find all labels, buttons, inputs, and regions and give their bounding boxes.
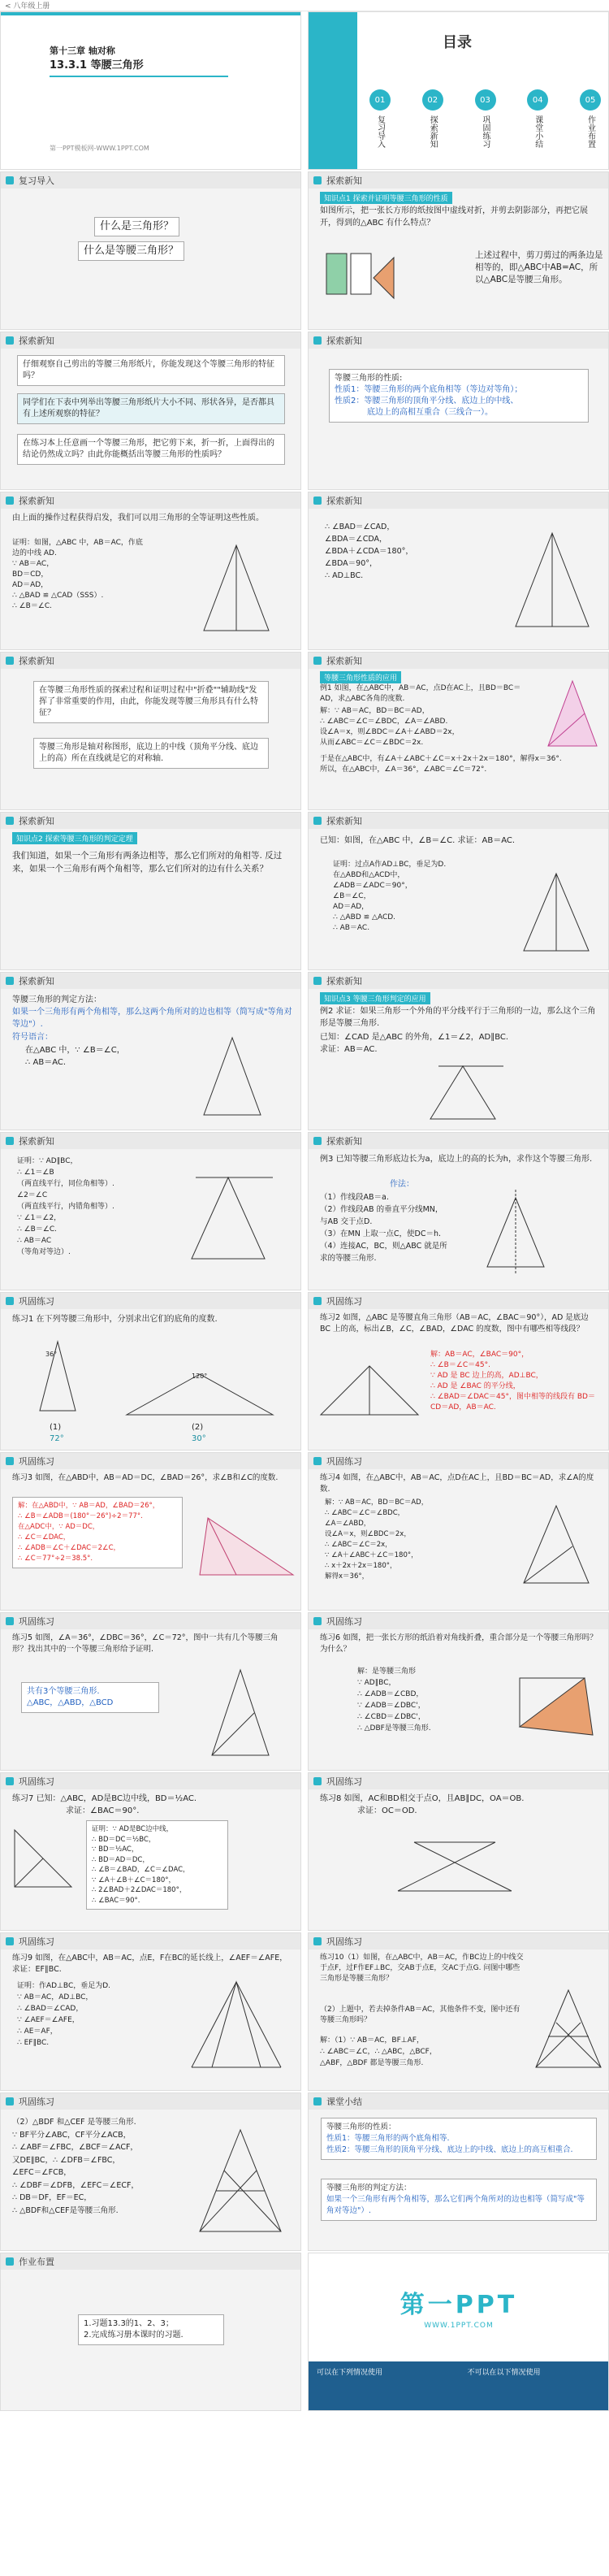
slide-heading: 探索新知 bbox=[309, 973, 608, 989]
proof-lines bbox=[17, 1156, 114, 1258]
solution-line: 解：在△ABD中，∵ AB＝AD，∠BAD＝26°， bbox=[18, 1502, 160, 1510]
solution-line: ∴ ∠ABC＝∠C＝∠BDC，∠A＝∠ABD. bbox=[320, 718, 448, 726]
toc-item-2[interactable] bbox=[422, 89, 443, 148]
text-2: 等腰三角形是轴对称图形，底边上的中线（顶角平分线、底边上的高）所在直线就是它的对称轴. bbox=[33, 738, 269, 769]
paper-figure bbox=[325, 249, 398, 306]
proof-line: 边的中线 AD. bbox=[12, 549, 57, 557]
solution-line: ∴ ∠C＝∠DAC， bbox=[18, 1533, 71, 1542]
slide-explore-6[interactable] bbox=[0, 652, 301, 810]
slide-explore-8[interactable] bbox=[0, 812, 301, 970]
exercise-text: 练习6 如图，把一张长方形的纸沿着对角线折叠，重合部分是一个等腰三角形吗？为什么？ bbox=[320, 1633, 598, 1654]
proof-line: ∠BDA＋∠CDA＝180°， bbox=[325, 547, 413, 556]
slide-explore-4[interactable] bbox=[0, 492, 301, 650]
toc-label: 复习导入 bbox=[375, 115, 385, 148]
proof-line: （2）△BDF 和△CEF 是等腰三角形. bbox=[12, 2118, 136, 2127]
slide-practice-2[interactable] bbox=[308, 1292, 609, 1451]
triangle-figure bbox=[204, 1666, 277, 1763]
slide-heading: 探索新知 bbox=[1, 973, 300, 989]
slide-heading: 探索新知 bbox=[309, 653, 608, 669]
proof-lines bbox=[325, 521, 413, 582]
slide-heading: 探索新知 bbox=[1, 332, 300, 349]
triangle-figure bbox=[179, 1169, 277, 1267]
teal-bar bbox=[1, 12, 300, 15]
proof-line: AD＝AD， bbox=[333, 903, 369, 911]
slide-heading: 巩固练习 bbox=[1, 2093, 300, 2110]
text-2: 上述过程中，剪刀剪过的两条边是相等的，即△ABC中AB=AC，所以△ABC是等腰三角形。 bbox=[475, 250, 603, 284]
slide-practice-9[interactable] bbox=[0, 1932, 301, 2091]
proof-line: ∵ AB＝AC， bbox=[12, 560, 54, 568]
example-text: 例2 求证：如果三角形一个外角的平分线平行于三角形的一边，那么这个三角形是等腰三角形. bbox=[320, 1007, 596, 1028]
property-1: 性质1：等腰三角形的两个底角相等（等边对等角）； bbox=[335, 385, 523, 394]
logo bbox=[341, 2284, 577, 2330]
proof-line: 证明：∵ AD∥BC， bbox=[17, 1157, 78, 1165]
slide-heading: 巩固练习 bbox=[1, 1773, 300, 1789]
homework-box bbox=[78, 2314, 224, 2345]
solution-line: 在△ADC中，∵ AD＝DC， bbox=[18, 1523, 100, 1531]
section-title: 13.3.1 等腰三角形 bbox=[50, 59, 144, 72]
toc-item-4[interactable] bbox=[527, 89, 548, 148]
proof-line: ∴ ∠B＝∠C. bbox=[17, 1225, 58, 1234]
solution-line: 所以，在△ABC中，∠A＝36°，∠ABC＝∠C＝72°. bbox=[320, 765, 487, 774]
toc-num: 01 bbox=[369, 89, 391, 111]
triangle-figure bbox=[516, 870, 597, 959]
proof-line: ∵ ∠1＝∠2， bbox=[17, 1214, 62, 1222]
solution-line: ∴ ∠ABC＝∠C＝∠BDC， bbox=[325, 1509, 405, 1517]
slide-cover[interactable] bbox=[0, 11, 301, 170]
proof-line: ∴ 2∠BAD＋2∠DAC＝180°， bbox=[92, 1886, 187, 1894]
proof-line: ∠2＝∠C bbox=[17, 1191, 48, 1199]
exercise-text-2: （2）上题中，若去掉条件AB＝AC，其他条件不变，图中还有等腰三角形吗？ bbox=[320, 2006, 520, 2024]
solution-line: 解：是等腰三角形 bbox=[357, 1667, 417, 1676]
top-bar bbox=[0, 0, 609, 11]
triangle-figure bbox=[317, 1358, 422, 1423]
proof-line: ∠B＝∠C， bbox=[333, 892, 371, 900]
slide-practice-1[interactable] bbox=[0, 1292, 301, 1451]
proof-line: 又DE∥BC，∴ ∠DFB＝∠FBC， bbox=[12, 2155, 120, 2165]
proof-line: ∵ BD＝½AC， bbox=[92, 1845, 139, 1854]
proof-line: ∴ ∠ABF＝∠FBC，∠BCF＝∠ACF， bbox=[12, 2143, 138, 2152]
proof-lines bbox=[12, 2116, 139, 2217]
logo-url: WWW.1PPT.COM bbox=[424, 2322, 494, 2330]
slide-heading: 巩固练习 bbox=[1, 1613, 300, 1629]
slide-heading: 巩固练习 bbox=[309, 1613, 608, 1629]
solution-line: 解：∵ AB＝AC，BD＝BC＝AD， bbox=[325, 1498, 429, 1507]
slide-heading: 探索新知 bbox=[1, 813, 300, 829]
slide-practice-3[interactable] bbox=[0, 1452, 301, 1611]
triangle-figure bbox=[414, 1058, 512, 1123]
toc-label: 课堂小结 bbox=[533, 115, 542, 148]
knowledge-tag: 知识点2 探索等腰三角形的判定定理 bbox=[12, 832, 137, 844]
toc-num: 05 bbox=[580, 89, 601, 111]
method-line: （4）连接AC，BC，则△ABC 就是所 bbox=[320, 1242, 447, 1251]
summary-line: 性质1：等腰三角形的两个底角相等. bbox=[326, 2134, 450, 2143]
solution-line: 从而∠ABC＝∠C＝∠BDC＝2x. bbox=[320, 739, 424, 747]
symbol-title: 符号语言： bbox=[12, 1033, 53, 1042]
solution-line: ∵ ∠A＋∠ABC＋∠C＝180°， bbox=[325, 1551, 418, 1559]
solution-line: ∴ x＋2x＋2x＝180°， bbox=[325, 1562, 397, 1570]
proof-line: 在△ABD和△ACD中， bbox=[333, 871, 405, 879]
triangle-figure bbox=[196, 1034, 269, 1123]
triangle-figure bbox=[196, 2126, 285, 2240]
method-lines bbox=[320, 1191, 447, 1264]
proof-line: BD＝CD， bbox=[12, 570, 49, 579]
text-1: 在等腰三角形性质的探索过程和证明过程中"折叠""辅助线"发挥了非常重要的作用，由此，你能发现等腰三角形具有什么特征？ bbox=[33, 681, 269, 723]
solution-line: 解得x＝36°， bbox=[325, 1572, 369, 1581]
proof-line: ∴ EF∥BC. bbox=[17, 2039, 50, 2047]
solution-lines bbox=[325, 1498, 428, 1582]
solution-line: ∴ ∠B＝∠ADB＝(180°－26°)÷2＝77°. bbox=[18, 1512, 143, 1520]
proof-line: ∴ △BAD ≌ △CAD（SSS）. bbox=[12, 592, 104, 600]
slide-heading: 探索新知 bbox=[1, 653, 300, 669]
construction-figure bbox=[479, 1190, 552, 1279]
proof-line: ∴ ∠B＝∠BAD，∠C＝∠DAC， bbox=[92, 1866, 190, 1874]
proof-line: ∵ BF平分∠ABC，CF平分∠ACB， bbox=[12, 2130, 132, 2140]
proof-line: ∠ADB＝∠ADC＝90°， bbox=[333, 882, 412, 890]
example-text: 例1 如图，在△ABC中，AB＝AC，点D在AC上，且BD＝BC＝AD，求△ABC各角的度数. bbox=[320, 684, 521, 703]
solution-lines bbox=[430, 1350, 605, 1413]
slide-heading: 巩固练习 bbox=[309, 1773, 608, 1789]
proof-line: ∴ ∠DBF＝∠DFB，∠EFC＝∠ECF， bbox=[12, 2180, 139, 2190]
proof-line: ∴ BD＝AD＝DC， bbox=[92, 1855, 149, 1864]
answer-line: 共有3个等腰三角形. bbox=[27, 1687, 100, 1696]
question-2: 什么是等腰三角形？ bbox=[78, 241, 184, 261]
proof-line: ∵ ∠A＋∠B＋∠C＝180°， bbox=[92, 1876, 176, 1884]
proof-line: 证明：如图，△ABC 中，AB＝AC，作底 bbox=[12, 539, 143, 547]
example-text: 例3 已知等腰三角形底边长为a，底边上的高的长为h，求作这个等腰三角形. bbox=[320, 1155, 593, 1164]
slide-practice-10[interactable] bbox=[308, 1932, 609, 2091]
solution-lines bbox=[357, 1666, 431, 1734]
toc-num: 03 bbox=[475, 89, 496, 111]
logo-text: 第一PPT bbox=[400, 2291, 518, 2319]
solution-line: 设∠A＝x，则∠BDC＝2x， bbox=[325, 1530, 411, 1538]
solution-line: ∠A＝∠ABD， bbox=[325, 1520, 371, 1528]
slide-practice-5[interactable] bbox=[0, 1612, 301, 1771]
slide-heading: 复习导入 bbox=[1, 172, 300, 189]
symbol-line-2: ∴ AB＝AC. bbox=[25, 1058, 67, 1067]
answer-list: △ABC，△ABD，△BCD bbox=[27, 1698, 114, 1707]
slide-explore-5[interactable] bbox=[308, 492, 609, 650]
text-1: 我们知道，如果一个三角形有两条边相等，那么它们所对的角相等. 反过来，如果一个三角形有两个角相等，那么它们所对的边有什么关系？ bbox=[12, 851, 283, 874]
text-3: 在练习本上任意画一个等腰三角形，把它剪下来，折一折，上面得出的结论仍然成立吗？由此你能概括出等腰三角形的性质吗？ bbox=[17, 434, 285, 465]
property-2: 性质2：等腰三角形的顶角平分线、底边上的中线、 bbox=[335, 397, 519, 405]
homework-line: 2.完成练习册本课时的习题. bbox=[84, 2331, 184, 2340]
exercise-text: 练习10（1）如图，在△ABC中，AB＝AC，作BC边上的中线交于点F，过F作EF⊥BC，交AB于点E，交AC于点G. 问图中哪些三角形是等腰三角形？ bbox=[320, 1954, 524, 1983]
solution-line: 于是在△ABC中，有∠A＋∠ABC＋∠C＝x＋2x＋2x＝180°，解得x＝36°. bbox=[320, 755, 562, 763]
property-box bbox=[329, 369, 589, 423]
triangle-figure bbox=[516, 1502, 597, 1591]
proof-line: ∴ DB＝DF，EF＝EC， bbox=[12, 2193, 92, 2202]
slide-practice-4[interactable] bbox=[308, 1452, 609, 1611]
triangle-figure bbox=[11, 1826, 76, 1891]
proof-line: ∴ ∠BAD＝∠CAD， bbox=[325, 523, 395, 531]
toc-label: 探索新知 bbox=[428, 115, 438, 148]
footer-col-1: 可以在下列情况使用 bbox=[317, 2369, 383, 2377]
source-text: 第一PPT模板网-WWW.1PPT.COM bbox=[50, 145, 149, 152]
triangle-figure bbox=[188, 1978, 285, 2084]
summary-box-2 bbox=[321, 2179, 597, 2221]
knowledge-tag: 等腰三角形性质的应用 bbox=[320, 671, 401, 683]
proof-line: （等角对等边）. bbox=[17, 1248, 71, 1256]
proof-line: ∵ ∠AEF＝∠AFE， bbox=[17, 2016, 80, 2024]
exercise-text: 练习5 如图，∠A＝36°，∠DBC＝36°，∠C＝72°，图中一共有几个等腰三角形？找出其中的一个等腰三角形给予证明. bbox=[12, 1633, 279, 1654]
slide-practice-8[interactable] bbox=[308, 1772, 609, 1931]
solution-line: ∴ AD 是 ∠BAC 的平分线， bbox=[430, 1382, 520, 1390]
exercise-text: 练习4 如图，在△ABC中，AB＝AC，点D在AC上，且BD＝BC＝AD，求∠A的度数. bbox=[320, 1473, 594, 1494]
solution bbox=[320, 706, 531, 748]
proof-line: ∴ △BDF和△CEF是等腰三角形. bbox=[12, 2205, 119, 2215]
summary-box-1 bbox=[321, 2118, 597, 2160]
slide-heading: 巩固练习 bbox=[1, 1293, 300, 1309]
proof-lines bbox=[333, 860, 446, 934]
slide-heading: 巩固练习 bbox=[1, 1453, 300, 1469]
toc-item-1[interactable] bbox=[369, 89, 391, 148]
method-line: （2）作线段AB 的垂直平分线MN， bbox=[320, 1205, 443, 1214]
proof-line: ∴ ∠BAD＝∠CAD， bbox=[17, 2005, 84, 2013]
solution-line: ∴ ∠ABC＝∠C＝2x， bbox=[325, 1541, 392, 1549]
solution-lines bbox=[12, 1497, 183, 1568]
slide-explore-13[interactable] bbox=[308, 1132, 609, 1290]
slide-toc[interactable] bbox=[308, 11, 609, 170]
slide-explore-1[interactable] bbox=[308, 171, 609, 330]
proof-line: ∠BDA＝90°， bbox=[325, 559, 378, 568]
triangle-figure bbox=[192, 1510, 297, 1583]
proof-line: ∴ △ABD ≌ △ACD. bbox=[333, 913, 396, 922]
solution-line: ∴ ∠CBD＝∠DBC'， bbox=[357, 1713, 425, 1721]
solution-line: 解：AB＝AC，∠BAC＝90°， bbox=[430, 1351, 529, 1359]
given-line: 已知：∠CAD 是△ABC 的外角，∠1＝∠2，AD∥BC. bbox=[320, 1033, 509, 1042]
slide-heading: 探索新知 bbox=[1, 1133, 300, 1149]
proof-line: AD＝AD， bbox=[12, 581, 49, 589]
proof-line: ∴ BD＝DC＝½BC， bbox=[92, 1835, 156, 1844]
judge-text: 如果一个三角形有两个角相等，那么这两个角所对的边也相等（简写成"等角对等边"）. bbox=[12, 1008, 292, 1029]
solution-line: CD＝AD，AB＝AC. bbox=[430, 1403, 496, 1412]
text-2: 同学们在下表中列举出等腰三角形纸片大小不同、形状各异，是否都具有上述所观察的特征？ bbox=[17, 393, 285, 424]
label-1: (1) bbox=[50, 1423, 62, 1432]
proof-line: ∠BDA＝∠CDA， bbox=[325, 535, 387, 544]
toc-title: 目录 bbox=[443, 34, 472, 51]
triangle-figure bbox=[508, 529, 597, 635]
solution-line: ∴ ∠ADB＝∠CBD， bbox=[357, 1690, 424, 1698]
proof-line: ∵ AB＝AC，AD⊥BC， bbox=[17, 1993, 93, 2001]
slide-heading: 作业布置 bbox=[1, 2253, 300, 2270]
method-title: 作法： bbox=[390, 1180, 414, 1189]
exercise-text: 练习9 如图，在△ABC中，AB＝AC，点E，F在BC的延长线上，∠AEF＝∠AFE，求证：EF∥BC. bbox=[12, 1954, 287, 1974]
slide-explore-3[interactable] bbox=[308, 332, 609, 490]
proof-line: （两直线平行，内错角相等）. bbox=[17, 1203, 114, 1211]
slide-homework[interactable] bbox=[0, 2253, 301, 2411]
solution-line: ∴ ∠B＝∠C＝45°. bbox=[430, 1361, 490, 1369]
toc-list bbox=[369, 89, 601, 148]
toc-label: 作业布置 bbox=[585, 115, 595, 148]
method-line: 与AB 交于点D. bbox=[320, 1217, 373, 1226]
angle-2: 120° bbox=[192, 1373, 208, 1380]
slide-explore-12[interactable] bbox=[0, 1132, 301, 1290]
answer-2: 30° bbox=[192, 1434, 206, 1443]
text-1: 已知：如图，在△ABC 中，∠B＝∠C. 求证：AB＝AC. bbox=[320, 836, 516, 845]
slide-heading: 课堂小结 bbox=[309, 2093, 608, 2110]
solution-line: 解：∵ AB＝AC，BD＝BC＝AD， bbox=[320, 707, 430, 715]
slide-explore-9[interactable] bbox=[308, 812, 609, 970]
summary-line: 如果一个三角形有两个角相等，那么它们两个角所对的边也相等（简写成"等角对等边"）. bbox=[326, 2195, 585, 2215]
solution-line: ∴ △DBF是等腰三角形. bbox=[357, 1724, 431, 1733]
slide-explore-11[interactable] bbox=[308, 972, 609, 1130]
solution-end bbox=[320, 754, 600, 775]
question-1: 什么是三角形？ bbox=[94, 217, 179, 236]
knowledge-tag: 知识点1 探索并证明等腰三角形的性质 bbox=[320, 192, 452, 204]
proof-line: ∴ AB＝AC. bbox=[333, 924, 370, 932]
prove-line: 求证：AB＝AC. bbox=[320, 1045, 378, 1054]
summary-title: 等腰三角形的判定方法： bbox=[326, 2184, 412, 2192]
proof-lines bbox=[12, 538, 143, 612]
proof-line: 证明：∵ AD是BC边中线， bbox=[92, 1825, 174, 1833]
solution-line: ∴ ∠ABC＝∠C，∴ △ABC，△BCF， bbox=[320, 2048, 437, 2056]
exercise-text: 练习2 如图，△ABC 是等腰直角三角形（AB＝AC，∠BAC＝90°），AD 是底边 BC 上的高，标出∠B，∠C，∠BAD，∠DAC 的度数，图中有哪些相等线段？ bbox=[320, 1313, 589, 1334]
proof-line: ∴ AB＝AC bbox=[17, 1237, 52, 1245]
exercise-text: 练习1 在下列等腰三角形中，分别求出它们的底角的度数. bbox=[12, 1315, 218, 1324]
toc-num: 02 bbox=[422, 89, 443, 111]
toc-item-3[interactable] bbox=[475, 89, 496, 148]
proof-line: ∴ ∠BAC＝90°. bbox=[92, 1896, 140, 1905]
solution-line: ∵ AD 是 BC 边上的高，AD⊥BC， bbox=[430, 1372, 543, 1380]
judge-title: 等腰三角形的判定方法： bbox=[12, 995, 102, 1004]
exercise-text: 练习8 如图，AC和BD相交于点O，且AB∥DC，OA＝OB. bbox=[320, 1794, 525, 1803]
triangle-figure bbox=[540, 677, 605, 750]
exercise-text: 练习3 如图，在△ABD中，AB＝AD＝DC，∠BAD＝26°，求∠B和∠C的度数. bbox=[12, 1473, 279, 1482]
property-3: 底边上的高相互重合（三线合一）。 bbox=[367, 408, 493, 417]
slide-heading: 探索新知 bbox=[309, 813, 608, 829]
slide-heading: 巩固练习 bbox=[309, 1933, 608, 1949]
triangle-figure bbox=[196, 541, 277, 639]
proof-line: ∠EFC＝∠FCB， bbox=[12, 2168, 71, 2177]
footer-band bbox=[309, 2361, 609, 2410]
footer-col-2: 不可以在以下情况使用 bbox=[467, 2369, 541, 2377]
triangle-1 bbox=[33, 1338, 82, 1419]
symbol-line-1: 在△ABC 中，∵ ∠B＝∠C， bbox=[25, 1046, 125, 1055]
slide-heading: 探索新知 bbox=[309, 332, 608, 349]
slide-ending[interactable] bbox=[308, 2253, 609, 2411]
slide-review[interactable] bbox=[0, 171, 301, 330]
text-1: 仔细观察自己剪出的等腰三角形纸片，你能发现这个等腰三角形的特征吗？ bbox=[17, 355, 285, 386]
knowledge-tag: 知识点3 等腰三角形判定的应用 bbox=[320, 992, 430, 1004]
method-line: （1）作线段AB＝a. bbox=[320, 1193, 389, 1202]
solution-line: △ABF，△BDF 都是等腰三角形. bbox=[320, 2059, 424, 2067]
summary-line: 性质2：等腰三角形的顶角平分线、底边上的中线、底边上的高互相重合. bbox=[326, 2145, 573, 2154]
angle-1: 36° bbox=[45, 1351, 58, 1358]
grade-label: < 八年级上册 bbox=[5, 2, 50, 11]
solution-line: ∴ ∠BAD＝∠DAC＝45°，图中相等的线段有 BD＝ bbox=[430, 1393, 595, 1401]
method-line: （3）在MN 上取一点C，使DC＝h. bbox=[320, 1229, 441, 1238]
solution-line: ∴ ∠ADB＝∠C＋∠DAC＝2∠C， bbox=[18, 1544, 121, 1552]
method-line: 求的等腰三角形. bbox=[320, 1254, 377, 1263]
text-1: 由上面的操作过程获得启发，我们可以用三角形的全等证明这些性质。 bbox=[12, 514, 264, 523]
folded-rectangle-figure bbox=[516, 1662, 597, 1743]
chapter-title: 第十三章 轴对称 bbox=[50, 46, 115, 56]
slide-grid bbox=[0, 11, 609, 2411]
triangle-figure bbox=[532, 1986, 605, 2075]
toc-num: 04 bbox=[527, 89, 548, 111]
proof-line: （两直线平行，同位角相等）. bbox=[17, 1180, 114, 1188]
exercise-text: 练习7 已知：△ABC，AD是BC边中线，BD＝½AC. bbox=[12, 1794, 197, 1803]
toc-side bbox=[309, 12, 357, 170]
slide-practice-7[interactable] bbox=[0, 1772, 301, 1931]
slide-heading: 巩固练习 bbox=[1, 1933, 300, 1949]
proof-line: 证明：作AD⊥BC，垂足为D. bbox=[17, 1982, 111, 1990]
solution-line: 解：（1）∵ AB＝AC，BF⊥AF， bbox=[320, 2036, 424, 2045]
proof-line: ∴ AD⊥BC. bbox=[325, 571, 364, 580]
slide-heading: 探索新知 bbox=[309, 492, 608, 509]
solution-line: 设∠A＝x，则∠BDC＝∠A＋∠ABD＝2x， bbox=[320, 728, 460, 736]
prove-text: 求证：OC＝OD. bbox=[357, 1806, 417, 1815]
slide-explore-2[interactable] bbox=[0, 332, 301, 490]
slide-practice-6[interactable] bbox=[308, 1612, 609, 1771]
toc-label: 巩固练习 bbox=[481, 115, 490, 148]
toc-item-5[interactable] bbox=[580, 89, 601, 148]
homework-line: 1.习题13.3的1、2、3； bbox=[84, 2319, 174, 2328]
solution-line: ∵ AD∥BC， bbox=[357, 1679, 396, 1687]
slide-heading: 探索新知 bbox=[1, 492, 300, 509]
proof-line: ∴ ∠B＝∠C. bbox=[12, 602, 53, 610]
slide-heading: 巩固练习 bbox=[309, 1453, 608, 1469]
slide-heading: 探索新知 bbox=[309, 172, 608, 189]
slide-heading: 巩固练习 bbox=[309, 1293, 608, 1309]
answer-1: 72° bbox=[50, 1434, 64, 1443]
slide-summary[interactable] bbox=[308, 2092, 609, 2251]
solution-line: ∵ ∠ADB＝∠DBC'， bbox=[357, 1702, 425, 1710]
slide-heading: 探索新知 bbox=[309, 1133, 608, 1149]
proof-box bbox=[86, 1820, 228, 1910]
prove-text: 求证：∠BAC＝90°. bbox=[66, 1806, 140, 1815]
proof-line: 证明：过点A作AD⊥BC，垂足为D. bbox=[333, 861, 447, 869]
answer-box bbox=[21, 1682, 159, 1713]
text-1: 如图所示，把一张长方形的纸按图中虚线对折，并剪去阴影部分，再把它展开，得到的△ABC 有什么特点？ bbox=[320, 206, 588, 228]
property-title: 等腰三角形的性质: bbox=[335, 374, 403, 383]
slide-explore-7[interactable] bbox=[308, 652, 609, 810]
slide-practice-11[interactable] bbox=[0, 2092, 301, 2251]
solution-line: ∴ ∠C＝77°÷2＝38.5°. bbox=[18, 1555, 93, 1563]
title-underline bbox=[50, 76, 228, 77]
crossing-lines-figure bbox=[390, 1834, 520, 1899]
proof-line: ∴ AE＝AF， bbox=[17, 2027, 58, 2036]
summary-title: 等腰三角形的性质： bbox=[326, 2123, 396, 2131]
label-2: (2) bbox=[192, 1423, 204, 1432]
slide-explore-10[interactable] bbox=[0, 972, 301, 1130]
proof-lines bbox=[17, 1980, 110, 2049]
solution-lines bbox=[320, 2035, 437, 2069]
proof-line: ∴ ∠1＝∠B bbox=[17, 1169, 54, 1177]
